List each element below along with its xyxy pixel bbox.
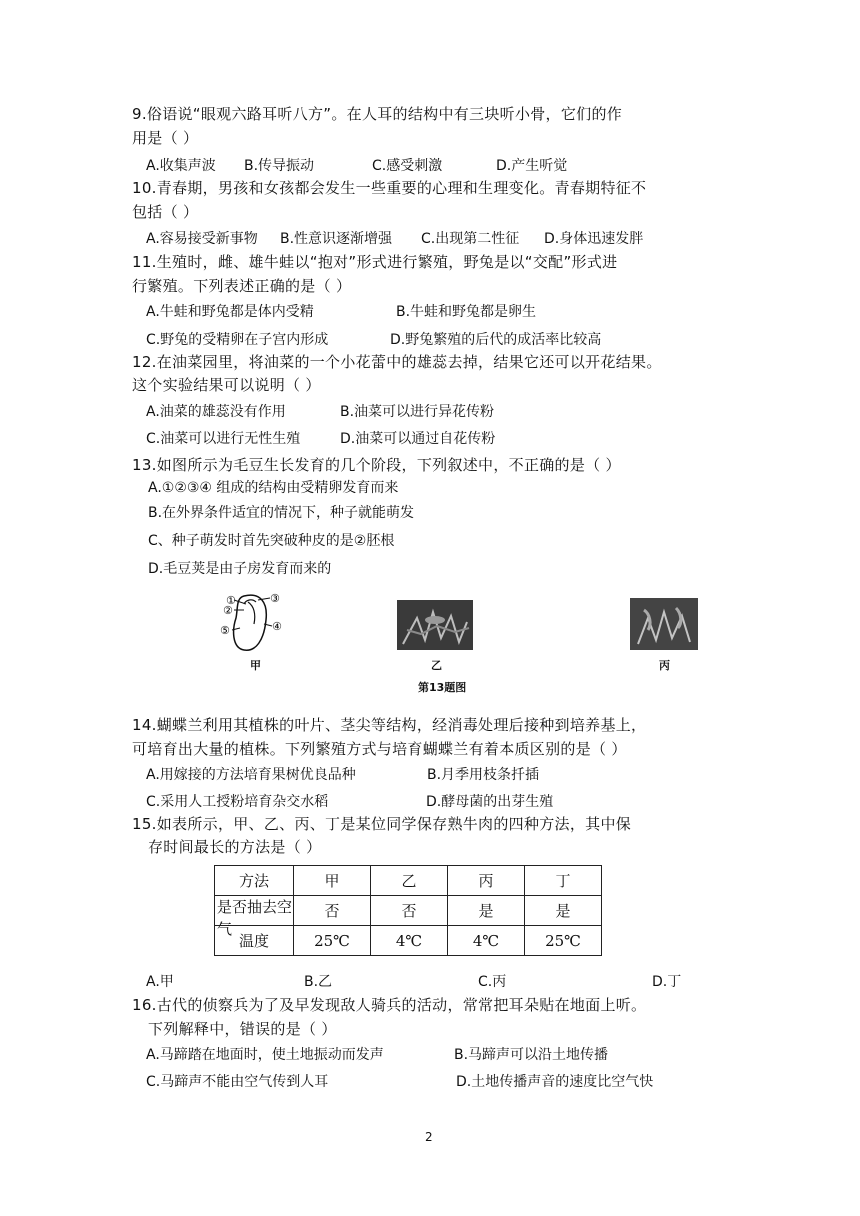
seedling-photo	[397, 600, 473, 650]
q11-option-d: D.野兔繁殖的后代的成活率比较高	[390, 332, 602, 348]
q15-option-c: C.丙	[478, 974, 507, 990]
q9-option-a: A.收集声波	[146, 158, 216, 174]
q16-option-b: B.马蹄声可以沿土地传播	[454, 1047, 609, 1063]
q11-option-c: C.野兔的受精卵在子宫内形成	[146, 332, 329, 348]
q10-option-a: A.容易接受新事物	[146, 231, 258, 247]
q15-option-d: D.丁	[652, 974, 682, 990]
q12-option-c: C.油菜可以进行无性生殖	[146, 431, 301, 447]
table-cell: 4℃	[448, 926, 525, 956]
q14-stem-line2: 可培育出大量的植株。下列繁殖方式与培育蝴蝶兰有着本质区别的是（ ）	[132, 740, 627, 758]
q12-option-d: D.油菜可以通过自花传粉	[340, 431, 496, 447]
seed-label-4: ④	[272, 620, 282, 633]
q9-stem-line2: 用是（ ）	[132, 129, 199, 147]
table-cell: 25℃	[294, 926, 371, 956]
page-number: 2	[425, 1130, 433, 1144]
q13-stem: 13.如图所示为毛豆生长发育的几个阶段，下列叙述中，不正确的是（ ）	[132, 456, 621, 474]
fig-label-yi: 乙	[431, 659, 442, 672]
air-removal-label: 是否抽去空气	[217, 898, 293, 938]
q9-option-b: B.传导振动	[244, 158, 315, 174]
seed-label-2: ②	[223, 604, 233, 617]
q16-stem-line2: 下列解释中，错误的是（ ）	[148, 1020, 337, 1038]
q13-option-d: D.毛豆荚是由子房发育而来的	[148, 561, 332, 577]
q9-stem-line1: 9.俗语说“眼观六路耳听八方”。在人耳的结构中有三块听小骨，它们的作	[132, 105, 623, 123]
q9-option-c: C.感受刺激	[372, 158, 443, 174]
table-row	[215, 926, 602, 956]
table-row-label	[215, 896, 294, 938]
q15-option-a: A.甲	[146, 974, 174, 990]
q15-stem-line2: 存时间最长的方法是（ ）	[148, 838, 322, 856]
storage-methods-table	[214, 865, 602, 956]
q13-option-b: B.在外界条件适宜的情况下，种子就能萌发	[148, 505, 415, 521]
pod-plant-photo	[630, 598, 698, 650]
q11-option-b: B.牛蛙和野兔都是卵生	[396, 304, 537, 320]
q11-stem-line1: 11.生殖时，雌、雄牛蛙以“抱对”形式进行繁殖，野兔是以“交配”形式进	[132, 253, 618, 271]
q16-option-a: A.马蹄踏在地面时，使土地振动而发声	[146, 1047, 384, 1063]
q12-stem-line2: 这个实验结果可以说明（ ）	[132, 376, 321, 394]
q16-stem-line1: 16.古代的侦察兵为了及早发现敌人骑兵的活动，常常把耳朵贴在地面上听。	[132, 996, 647, 1014]
q15-stem-line1: 15.如表所示，甲、乙、丙、丁是某位同学保存熟牛肉的四种方法，其中保	[132, 815, 632, 833]
table-cell: 是	[448, 896, 525, 926]
table-header-cell: 甲	[294, 866, 371, 896]
q16-option-d: D.土地传播声音的速度比空气快	[456, 1074, 654, 1090]
q16-option-c: C.马蹄声不能由空气传到人耳	[146, 1074, 329, 1090]
table-cell: 25℃	[525, 926, 602, 956]
q15-option-b: B.乙	[304, 974, 333, 990]
table-cell: 4℃	[371, 926, 448, 956]
table-header-cell: 丁	[525, 866, 602, 896]
table-header-row	[215, 866, 602, 896]
q14-option-c: C.采用人工授粉培育杂交水稻	[146, 794, 329, 810]
fig-label-jia: 甲	[250, 659, 261, 672]
seed-diagram	[214, 590, 294, 656]
q12-stem-line1: 12.在油菜园里，将油菜的一个小花蕾中的雄蕊去掉，结果它还可以开花结果。	[132, 353, 662, 371]
seed-label-5: ⑤	[220, 624, 230, 637]
table-row	[215, 896, 602, 926]
q14-option-a: A.用嫁接的方法培育果树优良品种	[146, 767, 356, 783]
table-header-cell: 方法	[215, 866, 294, 896]
q11-stem-line2: 行繁殖。下列表述正确的是（ ）	[132, 277, 352, 295]
q10-option-d: D.身体迅速发胖	[544, 231, 644, 247]
q13-option-c: C、种子萌发时首先突破种皮的是②胚根	[148, 533, 395, 549]
fig-label-bing: 丙	[659, 659, 670, 672]
q10-stem-line1: 10.青春期，男孩和女孩都会发生一些重要的心理和生理变化。青春期特征不	[132, 179, 647, 197]
q14-option-b: B.月季用枝条扦插	[427, 767, 540, 783]
table-cell: 否	[294, 896, 371, 926]
q13-option-a: A.①②③④ 组成的结构由受精卵发育而来	[148, 480, 399, 496]
q14-option-d: D.酵母菌的出芽生殖	[426, 794, 554, 810]
table-header-cell: 丙	[448, 866, 525, 896]
figure-caption: 第13题图	[418, 681, 467, 694]
q10-option-c: C.出现第二性征	[421, 231, 520, 247]
q11-option-a: A.牛蛙和野兔都是体内受精	[146, 304, 314, 320]
table-row-label: 温度	[215, 926, 294, 956]
table-header-cell: 乙	[371, 866, 448, 896]
q12-option-b: B.油菜可以进行异花传粉	[340, 404, 495, 420]
q14-stem-line1: 14.蝴蝶兰利用其植株的叶片、茎尖等结构，经消毒处理后接种到培养基上，	[132, 716, 647, 734]
seed-label-3: ③	[270, 592, 280, 605]
seed-label-1: ①	[226, 594, 236, 607]
q10-option-b: B.性意识逐渐增强	[280, 231, 393, 247]
table-cell: 是	[525, 896, 602, 926]
q10-stem-line2: 包括（ ）	[132, 203, 199, 221]
table-cell: 否	[371, 896, 448, 926]
q12-option-a: A.油菜的雄蕊没有作用	[146, 404, 286, 420]
q9-option-d: D.产生听觉	[496, 158, 568, 174]
